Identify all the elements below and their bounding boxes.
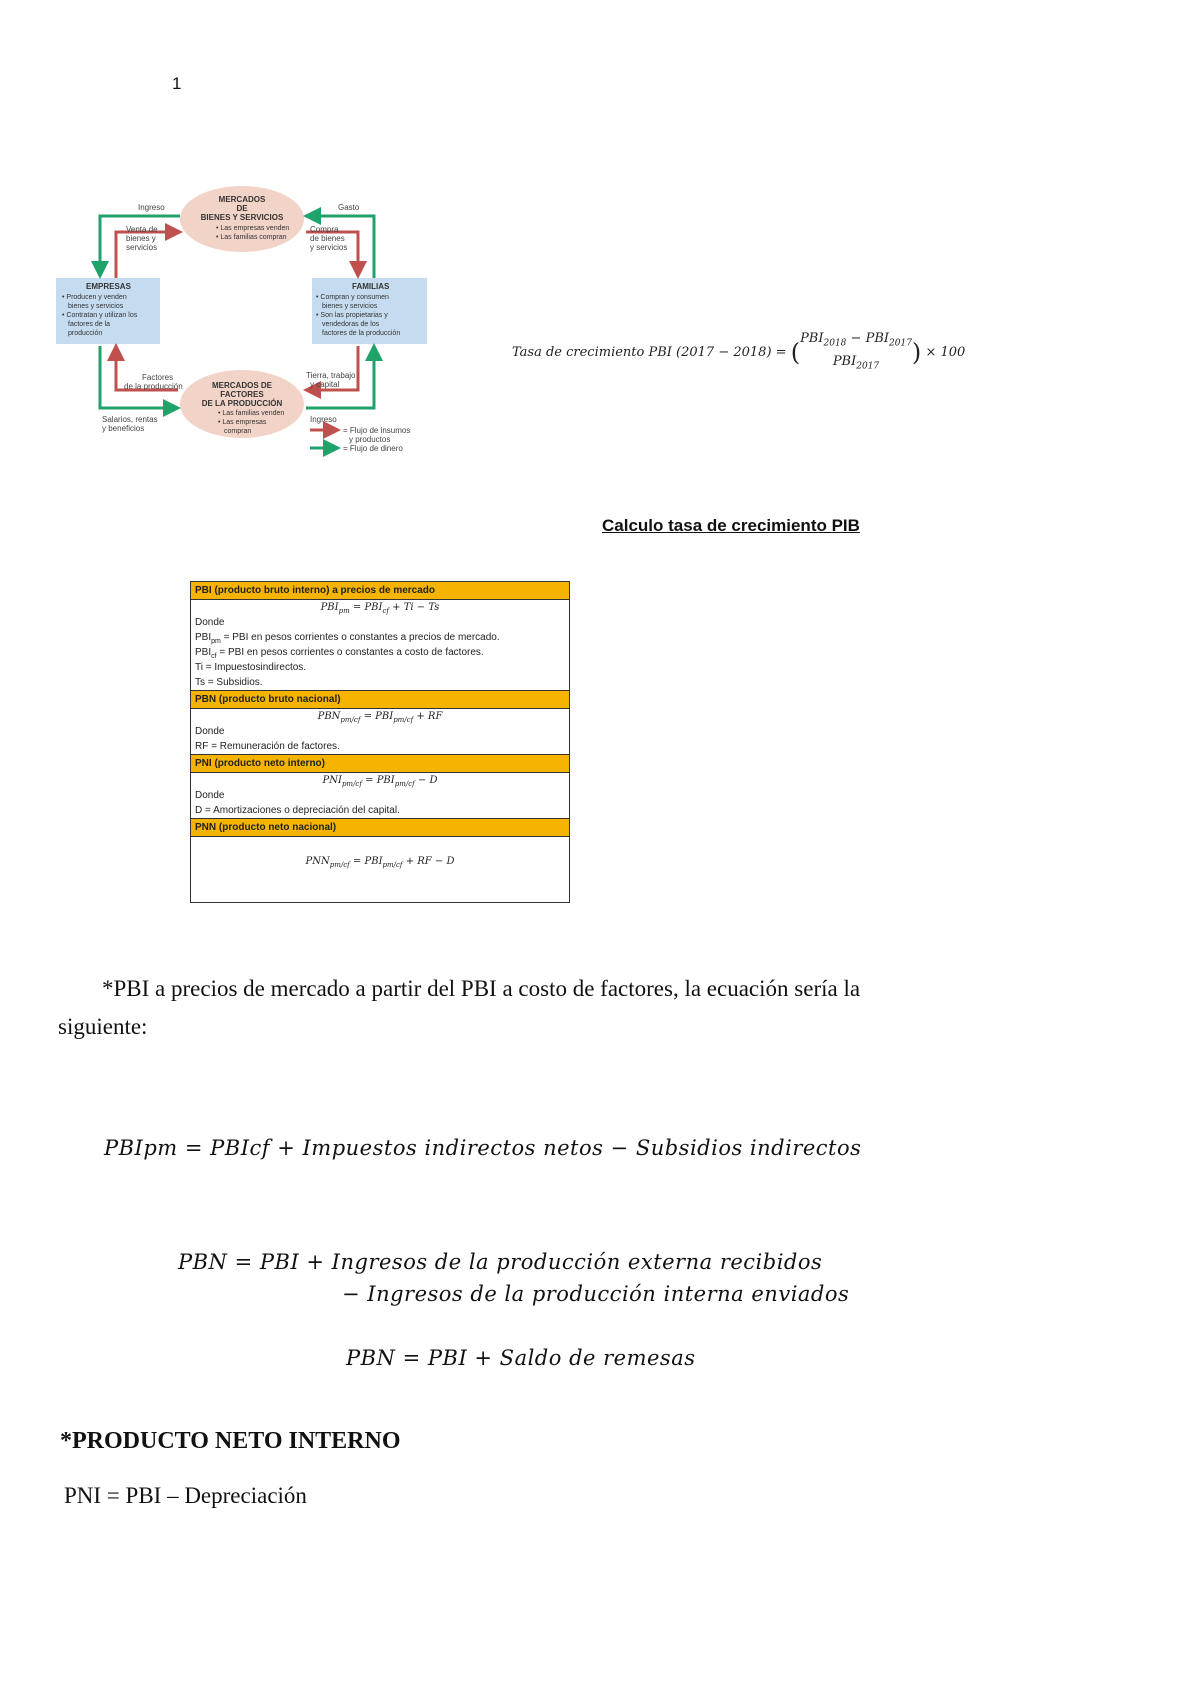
factor-market-title: MERCADOS DE xyxy=(211,381,273,390)
svg-text:• Compran y consumen: • Compran y consumen xyxy=(316,294,389,301)
svg-text:Compra: Compra xyxy=(310,225,339,234)
table-header-pnn: PNN (producto neto nacional) xyxy=(191,818,569,837)
svg-text:• Contratan y utilizan los: • Contratan y utilizan los xyxy=(62,312,138,319)
svg-text:servicios: servicios xyxy=(126,243,158,252)
svg-text:compran: compran xyxy=(224,428,252,435)
formula-pnn: $PNN_{pm/cf} = PBI_{pm/cf}$ + RF − D xyxy=(305,856,455,869)
table-header-pbi: PBI (producto bruto interno) a precios de mercado xyxy=(191,582,569,600)
svg-text:BIENES Y SERVICIOS: BIENES Y SERVICIOS xyxy=(200,213,284,222)
formula-pni: $PNI_{pm/cf} = PBI_{pm/cf} - D$ xyxy=(322,775,438,788)
circular-flow-diagram xyxy=(56,186,430,458)
svg-text:bienes y servicios: bienes y servicios xyxy=(68,303,124,310)
svg-text:Salarios, rentas: Salarios, rentas xyxy=(102,415,158,424)
table-header-pbn: PBN (producto bruto nacional) xyxy=(191,690,569,709)
svg-text:= Flujo de dinero: = Flujo de dinero xyxy=(343,444,403,453)
svg-text:• Las empresas venden: • Las empresas venden xyxy=(216,225,290,232)
svg-text:bienes y: bienes y xyxy=(126,234,156,243)
svg-text:Tierra, trabajo: Tierra, trabajo xyxy=(306,371,356,380)
svg-text:producción: producción xyxy=(68,330,103,337)
equation-pbn-remesas: PBN = PBI + Saldo de remesas xyxy=(346,1346,696,1370)
goods-market-title: MERCADOS xyxy=(218,195,266,204)
svg-text:• Producen y venden: • Producen y venden xyxy=(62,294,127,301)
svg-text:Ingreso: Ingreso xyxy=(310,415,337,424)
definitions-table: PBI (producto bruto interno) a precios de mercado $PBI_{pm} = PBI_{cf} + Ti - Ts$ Donde $PBI_{pm}$ = PBI en pesos corrientes o constantes a precios de mercado. $PBI_{cf}$ = PBI en pesos corrientes o constantes a costo de factores. Ti = Impuestosindirectos. Ts = Subsidios. PBN (producto bruto nacional) $PBN_{pm/cf} = PBI_{pm/cf}$ + RF Donde RF = Remuneración de factores. PNI (producto neto interno) $PNI_{pm/cf} = PBI_{pm/cf} - D$ Donde D = Amortizaciones o depreciación del capital. PNN (producto neto nacional) $PNN_{pm/cf} = PBI_{pm/cf}$ + RF − D xyxy=(190,581,570,903)
svg-text:• Son las propietarias y: • Son las propietarias y xyxy=(316,312,388,319)
svg-text:y capital: y capital xyxy=(310,380,340,389)
svg-text:y beneficios: y beneficios xyxy=(102,424,145,433)
svg-text:DE LA PRODUCCIÓN: DE LA PRODUCCIÓN xyxy=(201,399,283,408)
svg-text:factores de la: factores de la xyxy=(68,321,111,328)
formula-pbi: $PBI_{pm} = PBI_{cf} + Ti - Ts$ xyxy=(320,602,440,615)
svg-text:• Las familias venden: • Las familias venden xyxy=(218,410,285,417)
svg-text:bienes y servicios: bienes y servicios xyxy=(322,303,378,310)
body-paragraph: *PBI a precios de mercado a partir del PBI a costo de factores, la ecuación sería la siguiente: xyxy=(58,976,861,1039)
calc-title: Calculo tasa de crecimiento PIB xyxy=(602,516,860,535)
page-number: 1 xyxy=(172,74,182,93)
equation-pbn-line2: − Ingresos de la producción interna enviados xyxy=(342,1282,850,1306)
svg-text:Factores: Factores xyxy=(142,373,174,382)
svg-text:de bienes: de bienes xyxy=(310,234,345,243)
table-header-pni: PNI (producto neto interno) xyxy=(191,754,569,773)
svg-text:DE: DE xyxy=(236,204,248,213)
equation-pbipm: PBIpm = PBIcf + Impuestos indirectos netos − Subsidios indirectos xyxy=(104,1136,862,1160)
svg-text:• Las familias compran: • Las familias compran xyxy=(216,234,287,241)
svg-text:Venta de: Venta de xyxy=(126,225,158,234)
equation-pbn-line1: PBN = PBI + Ingresos de la producción externa recibidos xyxy=(178,1250,823,1274)
svg-text:FAMILIAS: FAMILIAS xyxy=(352,282,390,291)
formula-pbn: $PBN_{pm/cf} = PBI_{pm/cf}$ + RF xyxy=(317,711,443,724)
svg-text:de la producción: de la producción xyxy=(124,382,183,391)
svg-text:Gasto: Gasto xyxy=(338,203,360,212)
svg-text:y productos: y productos xyxy=(349,435,391,444)
svg-text:FACTORES: FACTORES xyxy=(220,390,264,399)
svg-text:y servicios: y servicios xyxy=(310,243,348,252)
svg-text:= Flujo de insumos: = Flujo de insumos xyxy=(343,426,411,435)
svg-text:factores de la producción: factores de la producción xyxy=(322,330,401,337)
svg-text:Ingreso: Ingreso xyxy=(138,203,165,212)
svg-text:EMPRESAS: EMPRESAS xyxy=(86,282,131,291)
heading-pni: *PRODUCTO NETO INTERNO xyxy=(60,1428,401,1454)
growth-rate-formula: Tasa de crecimiento PBI $(2017 - 2018) = (PBI_{2018} - PBI_{2017}$ $PBI_{2017}$ ) × 100 xyxy=(512,331,966,372)
svg-text:• Las empresas: • Las empresas xyxy=(218,419,267,426)
svg-text:vendedoras de los: vendedoras de los xyxy=(322,321,380,328)
pni-formula: PNI = PBI – Depreciación xyxy=(64,1483,307,1508)
